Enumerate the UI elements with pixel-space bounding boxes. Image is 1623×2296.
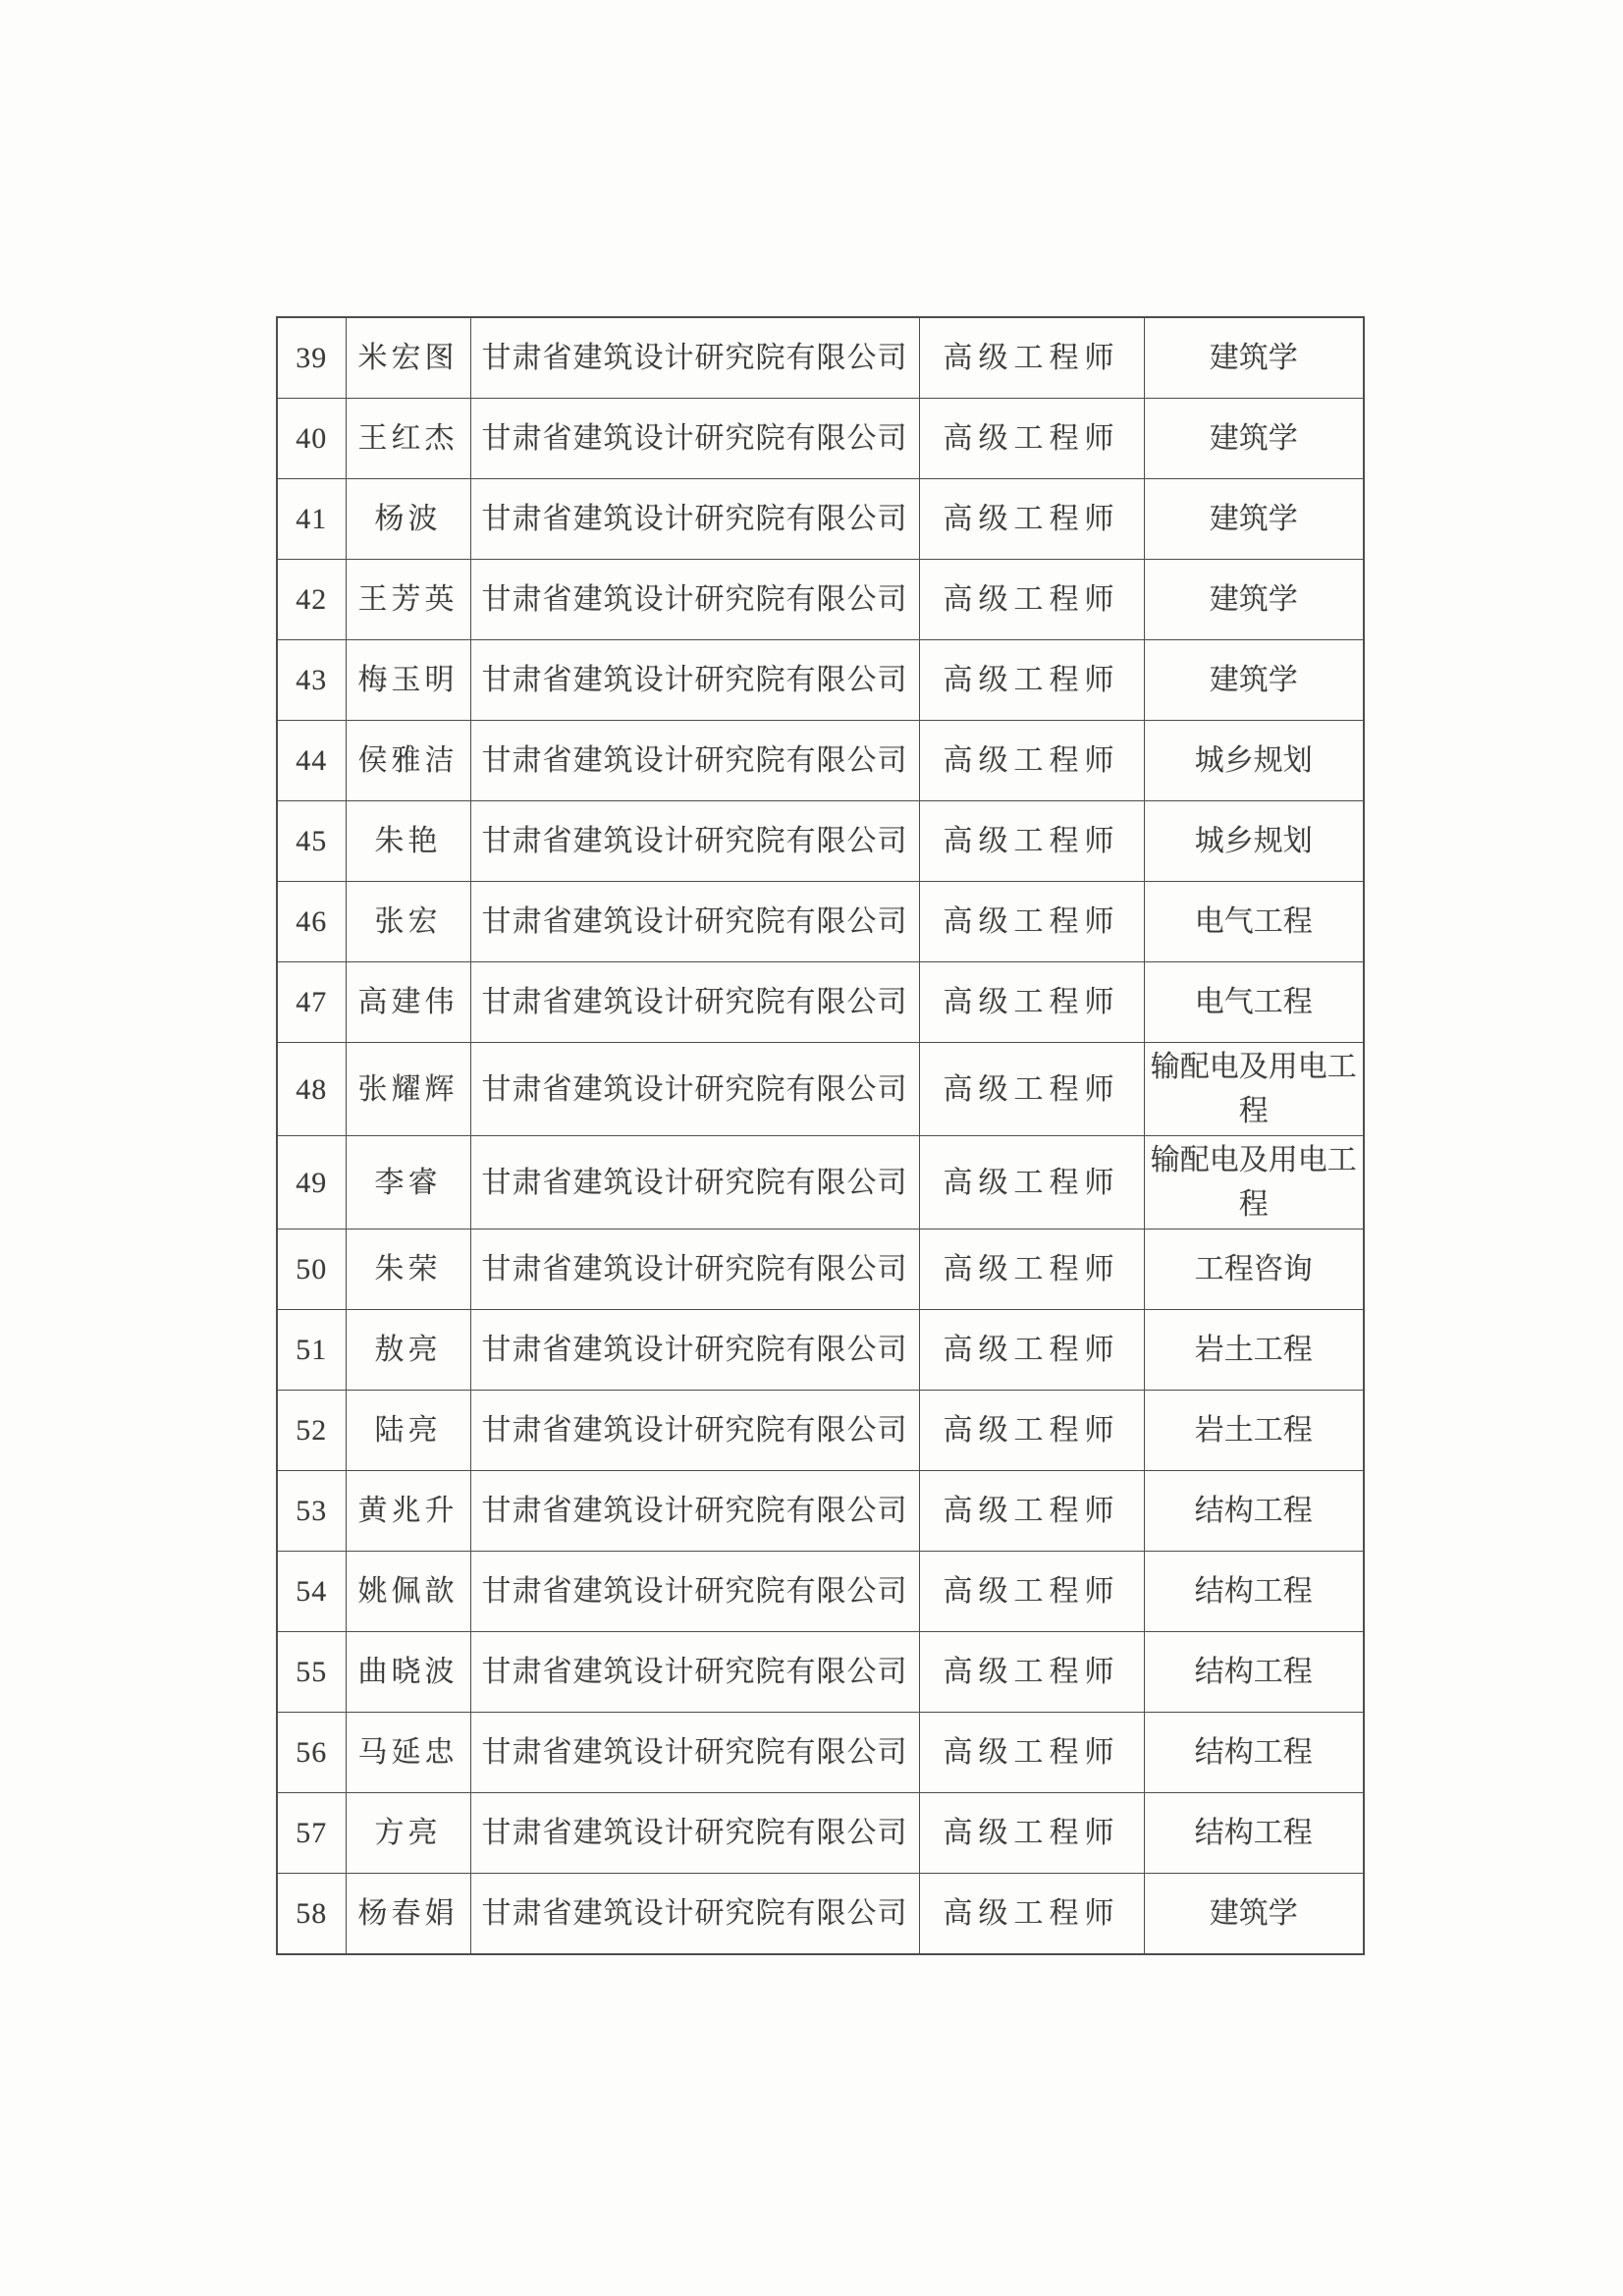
cell-row-number: 55: [277, 1632, 346, 1713]
table-row: [277, 882, 1364, 962]
cell-company: 甘肃省建筑设计研究院有限公司: [470, 560, 919, 640]
cell-specialty: 电气工程: [1144, 962, 1364, 1043]
cell-specialty: 结构工程: [1144, 1632, 1364, 1713]
cell-name: 敖亮: [346, 1310, 470, 1391]
cell-name: 马延忠: [346, 1713, 470, 1793]
cell-company: 甘肃省建筑设计研究院有限公司: [470, 1310, 919, 1391]
cell-specialty: 建筑学: [1144, 399, 1364, 479]
cell-specialty: 建筑学: [1144, 1874, 1364, 1955]
cell-row-number: 43: [277, 640, 346, 721]
cell-specialty: 电气工程: [1144, 882, 1364, 962]
cell-title: 高级工程师: [919, 1713, 1144, 1793]
cell-title: 高级工程师: [919, 1136, 1144, 1230]
cell-row-number: 53: [277, 1471, 346, 1552]
cell-company: 甘肃省建筑设计研究院有限公司: [470, 479, 919, 560]
cell-title: 高级工程师: [919, 801, 1144, 882]
cell-name: 朱艳: [346, 801, 470, 882]
cell-name: 张宏: [346, 882, 470, 962]
cell-title: 高级工程师: [919, 1391, 1144, 1471]
table-row: [277, 721, 1364, 801]
cell-row-number: 50: [277, 1230, 346, 1310]
cell-company: 甘肃省建筑设计研究院有限公司: [470, 962, 919, 1043]
table-row: [277, 1136, 1364, 1230]
cell-company: 甘肃省建筑设计研究院有限公司: [470, 1391, 919, 1471]
cell-specialty: 结构工程: [1144, 1552, 1364, 1632]
cell-name: 陆亮: [346, 1391, 470, 1471]
table-row: [277, 1632, 1364, 1713]
cell-row-number: 48: [277, 1043, 346, 1136]
cell-company: 甘肃省建筑设计研究院有限公司: [470, 1471, 919, 1552]
cell-row-number: 44: [277, 721, 346, 801]
cell-company: 甘肃省建筑设计研究院有限公司: [470, 721, 919, 801]
cell-row-number: 40: [277, 399, 346, 479]
cell-name: 杨春娟: [346, 1874, 470, 1955]
cell-specialty: 工程咨询: [1144, 1230, 1364, 1310]
cell-name: 王芳英: [346, 560, 470, 640]
cell-row-number: 57: [277, 1793, 346, 1874]
cell-company: 甘肃省建筑设计研究院有限公司: [470, 1552, 919, 1632]
cell-specialty: 岩土工程: [1144, 1310, 1364, 1391]
cell-specialty: 建筑学: [1144, 640, 1364, 721]
cell-title: 高级工程师: [919, 1552, 1144, 1632]
cell-specialty: 结构工程: [1144, 1471, 1364, 1552]
table-row: [277, 317, 1364, 399]
cell-title: 高级工程师: [919, 721, 1144, 801]
personnel-table-body: [277, 317, 1364, 1954]
cell-title: 高级工程师: [919, 479, 1144, 560]
cell-row-number: 58: [277, 1874, 346, 1955]
cell-row-number: 54: [277, 1552, 346, 1632]
cell-company: 甘肃省建筑设计研究院有限公司: [470, 801, 919, 882]
cell-title: 高级工程师: [919, 640, 1144, 721]
cell-specialty: 建筑学: [1144, 479, 1364, 560]
table-row: [277, 1471, 1364, 1552]
table-row: [277, 560, 1364, 640]
table-row: [277, 1874, 1364, 1955]
cell-title: 高级工程师: [919, 1793, 1144, 1874]
cell-title: 高级工程师: [919, 882, 1144, 962]
cell-row-number: 39: [277, 317, 346, 399]
cell-title: 高级工程师: [919, 1874, 1144, 1955]
cell-row-number: 45: [277, 801, 346, 882]
cell-name: 杨波: [346, 479, 470, 560]
personnel-roster-table: [276, 316, 1365, 1955]
cell-name: 姚佩歆: [346, 1552, 470, 1632]
table-row: [277, 399, 1364, 479]
cell-row-number: 56: [277, 1713, 346, 1793]
cell-title: 高级工程师: [919, 1043, 1144, 1136]
table-row: [277, 1713, 1364, 1793]
cell-company: 甘肃省建筑设计研究院有限公司: [470, 1713, 919, 1793]
table-row: [277, 1310, 1364, 1391]
table-row: [277, 479, 1364, 560]
table-row: [277, 1043, 1364, 1136]
cell-title: 高级工程师: [919, 1632, 1144, 1713]
cell-title: 高级工程师: [919, 1310, 1144, 1391]
cell-specialty: 输配电及用电工程: [1144, 1136, 1364, 1230]
cell-title: 高级工程师: [919, 317, 1144, 399]
table-row: [277, 1552, 1364, 1632]
cell-name: 米宏图: [346, 317, 470, 399]
cell-specialty: 结构工程: [1144, 1713, 1364, 1793]
cell-name: 曲晓波: [346, 1632, 470, 1713]
cell-company: 甘肃省建筑设计研究院有限公司: [470, 882, 919, 962]
table-row: [277, 962, 1364, 1043]
cell-row-number: 52: [277, 1391, 346, 1471]
cell-name: 高建伟: [346, 962, 470, 1043]
cell-company: 甘肃省建筑设计研究院有限公司: [470, 1043, 919, 1136]
cell-row-number: 49: [277, 1136, 346, 1230]
cell-specialty: 岩土工程: [1144, 1391, 1364, 1471]
cell-title: 高级工程师: [919, 399, 1144, 479]
cell-row-number: 41: [277, 479, 346, 560]
cell-row-number: 46: [277, 882, 346, 962]
cell-specialty: 结构工程: [1144, 1793, 1364, 1874]
cell-row-number: 42: [277, 560, 346, 640]
cell-specialty: 城乡规划: [1144, 721, 1364, 801]
table-row: [277, 640, 1364, 721]
cell-company: 甘肃省建筑设计研究院有限公司: [470, 1874, 919, 1955]
cell-name: 朱荣: [346, 1230, 470, 1310]
cell-name: 梅玉明: [346, 640, 470, 721]
cell-row-number: 47: [277, 962, 346, 1043]
cell-specialty: 建筑学: [1144, 560, 1364, 640]
cell-title: 高级工程师: [919, 962, 1144, 1043]
cell-name: 张耀辉: [346, 1043, 470, 1136]
cell-specialty: 城乡规划: [1144, 801, 1364, 882]
cell-company: 甘肃省建筑设计研究院有限公司: [470, 1793, 919, 1874]
cell-title: 高级工程师: [919, 560, 1144, 640]
cell-title: 高级工程师: [919, 1230, 1144, 1310]
cell-row-number: 51: [277, 1310, 346, 1391]
table-row: [277, 1230, 1364, 1310]
cell-company: 甘肃省建筑设计研究院有限公司: [470, 640, 919, 721]
cell-title: 高级工程师: [919, 1471, 1144, 1552]
cell-specialty: 输配电及用电工程: [1144, 1043, 1364, 1136]
cell-name: 李睿: [346, 1136, 470, 1230]
table-row: [277, 1793, 1364, 1874]
cell-company: 甘肃省建筑设计研究院有限公司: [470, 317, 919, 399]
cell-company: 甘肃省建筑设计研究院有限公司: [470, 1632, 919, 1713]
table-row: [277, 1391, 1364, 1471]
cell-specialty: 建筑学: [1144, 317, 1364, 399]
table-row: [277, 801, 1364, 882]
cell-name: 王红杰: [346, 399, 470, 479]
cell-name: 侯雅洁: [346, 721, 470, 801]
cell-name: 方亮: [346, 1793, 470, 1874]
cell-company: 甘肃省建筑设计研究院有限公司: [470, 1136, 919, 1230]
cell-company: 甘肃省建筑设计研究院有限公司: [470, 1230, 919, 1310]
cell-name: 黄兆升: [346, 1471, 470, 1552]
cell-company: 甘肃省建筑设计研究院有限公司: [470, 399, 919, 479]
